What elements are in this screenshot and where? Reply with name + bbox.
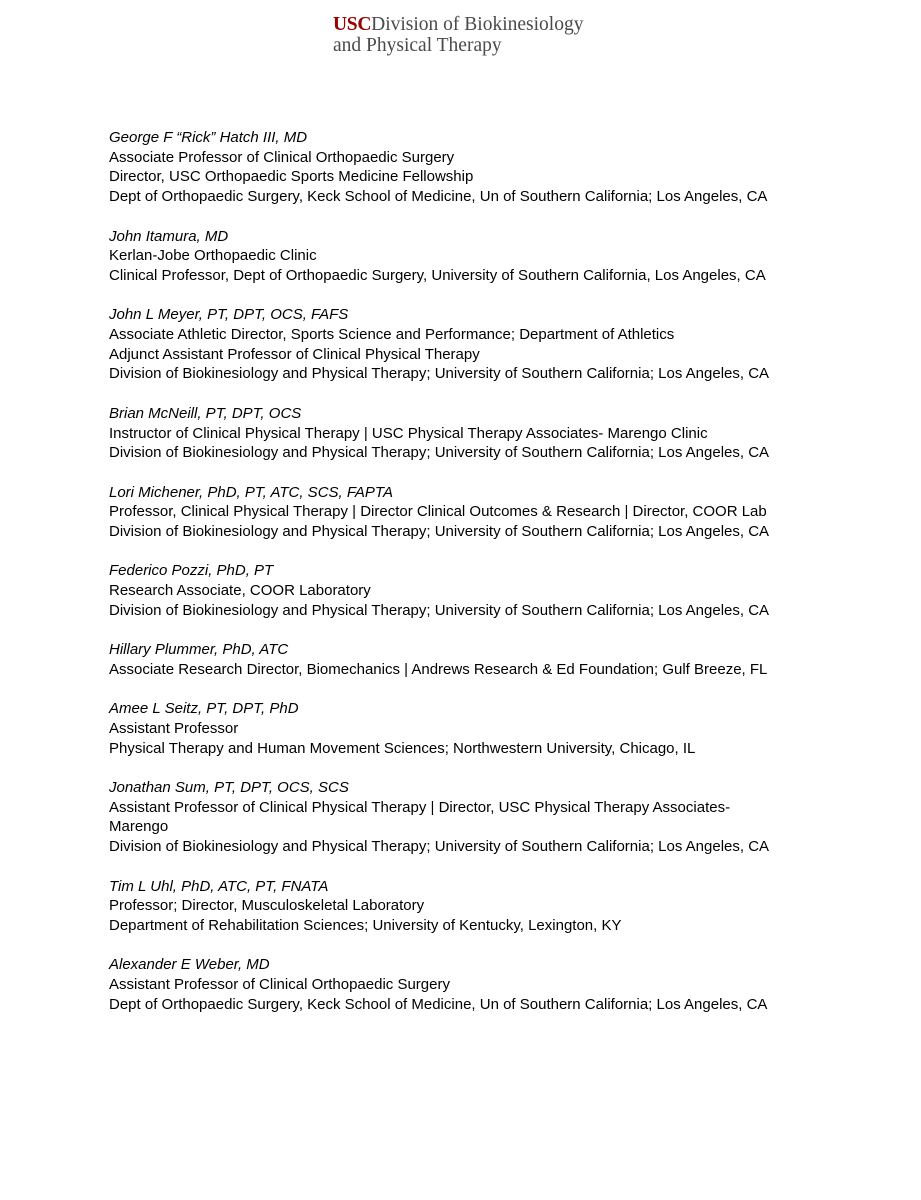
faculty-entry (109, 483, 829, 542)
faculty-affiliation-line: Assistant Professor of Clinical Orthopaedic Surgery (109, 976, 450, 994)
faculty-affiliation-line: Department of Rehabilitation Sciences; University of Kentucky, Lexington, KY (109, 916, 622, 934)
faculty-list (109, 128, 829, 1034)
faculty-name: Hillary Plummer, PhD, ATC (109, 641, 289, 659)
faculty-entry (109, 778, 829, 857)
faculty-entry (109, 128, 829, 207)
letterhead-logo (333, 14, 583, 56)
faculty-name: Federico Pozzi, PhD, PT (109, 562, 274, 580)
faculty-affiliation-line: Division of Biokinesiology and Physical Therapy; University of Southern California; Los Angeles, CA (109, 523, 770, 540)
faculty-affiliation-line: Physical Therapy and Human Movement Sciences; Northwestern University, Chicago, IL (109, 739, 696, 757)
faculty-affiliation-line: Associate Research Director, Biomechanics | Andrews Research & Ed Foundation; Gulf Breeze, FL (109, 660, 768, 678)
faculty-name: Lori Michener, PhD, PT, ATC, SCS, FAPTA (109, 483, 393, 501)
faculty-name: John L Meyer, PT, DPT, OCS, FAFS (109, 306, 349, 324)
faculty-name: Brian McNeill, PT, DPT, OCS (109, 404, 302, 422)
letterhead-division: Division of Biokinesiology (371, 14, 584, 35)
faculty-affiliation-line: Associate Athletic Director, Sports Science and Performance; Department of Athletics (109, 326, 675, 343)
faculty-name: Tim L Uhl, PhD, ATC, PT, FNATA (109, 877, 329, 895)
faculty-entry (109, 227, 829, 286)
faculty-name: Alexander E Weber, MD (109, 956, 270, 974)
faculty-affiliation-line: Research Associate, COOR Laboratory (109, 582, 371, 600)
faculty-affiliation-line: Clinical Professor, Dept of Orthopaedic Surgery, University of Southern California, Los Angeles, CA (109, 266, 766, 284)
faculty-affiliation-line: Division of Biokinesiology and Physical Therapy; University of Southern California; Los Angeles, CA (109, 365, 770, 383)
letterhead-line1 (333, 14, 583, 35)
faculty-affiliation-line: Instructor of Clinical Physical Therapy | USC Physical Therapy Associates- Marengo Clinic (109, 424, 708, 442)
faculty-affiliation-line: Marengo (109, 818, 169, 836)
usc-wordmark: USC (333, 14, 372, 35)
faculty-affiliation-line: Dept of Orthopaedic Surgery, Keck School of Medicine, Un of Southern California; Los Angeles, CA (109, 188, 768, 206)
faculty-affiliation-line: Adjunct Assistant Professor of Clinical Physical Therapy (109, 345, 480, 363)
faculty-affiliation-line: Professor; Director, Musculoskeletal Laboratory (109, 897, 425, 915)
faculty-affiliation-line: Professor, Clinical Physical Therapy | Director Clinical Outcomes & Research | Director, COOR Lab (109, 503, 767, 521)
faculty-name: Amee L Seitz, PT, DPT, PhD (109, 700, 299, 718)
faculty-affiliation-line: Division of Biokinesiology and Physical Therapy; University of Southern California; Los Angeles, CA (109, 838, 770, 856)
faculty-affiliation-line: Assistant Professor of Clinical Physical Therapy | Director, USC Physical Therapy Associates- (109, 798, 731, 816)
faculty-entry (109, 877, 829, 936)
faculty-entry (109, 561, 829, 620)
faculty-name: John Itamura, MD (109, 227, 229, 245)
faculty-affiliation-line: Assistant Professor (109, 719, 239, 737)
faculty-entry (109, 699, 829, 758)
faculty-affiliation-line: Dept of Orthopaedic Surgery, Keck School of Medicine, Un of Southern California; Los Angeles, CA (109, 995, 768, 1013)
faculty-name: George F “Rick” Hatch III, MD (109, 129, 308, 146)
faculty-entry (109, 404, 829, 463)
faculty-entry (109, 955, 829, 1014)
faculty-entry (109, 640, 829, 679)
faculty-affiliation-line: Associate Professor of Clinical Orthopaedic Surgery (109, 148, 455, 166)
faculty-affiliation-line: Division of Biokinesiology and Physical Therapy; University of Southern California; Los Angeles, CA (109, 444, 770, 462)
faculty-affiliation-line: Division of Biokinesiology and Physical Therapy; University of Southern California; Los Angeles, CA (109, 601, 770, 619)
faculty-entry (109, 305, 829, 384)
faculty-name: Jonathan Sum, PT, DPT, OCS, SCS (109, 779, 349, 797)
faculty-affiliation-line: Director, USC Orthopaedic Sports Medicine Fellowship (109, 168, 474, 186)
faculty-affiliation-line: Kerlan-Jobe Orthopaedic Clinic (109, 247, 317, 265)
letterhead-line2: and Physical Therapy (333, 35, 502, 56)
